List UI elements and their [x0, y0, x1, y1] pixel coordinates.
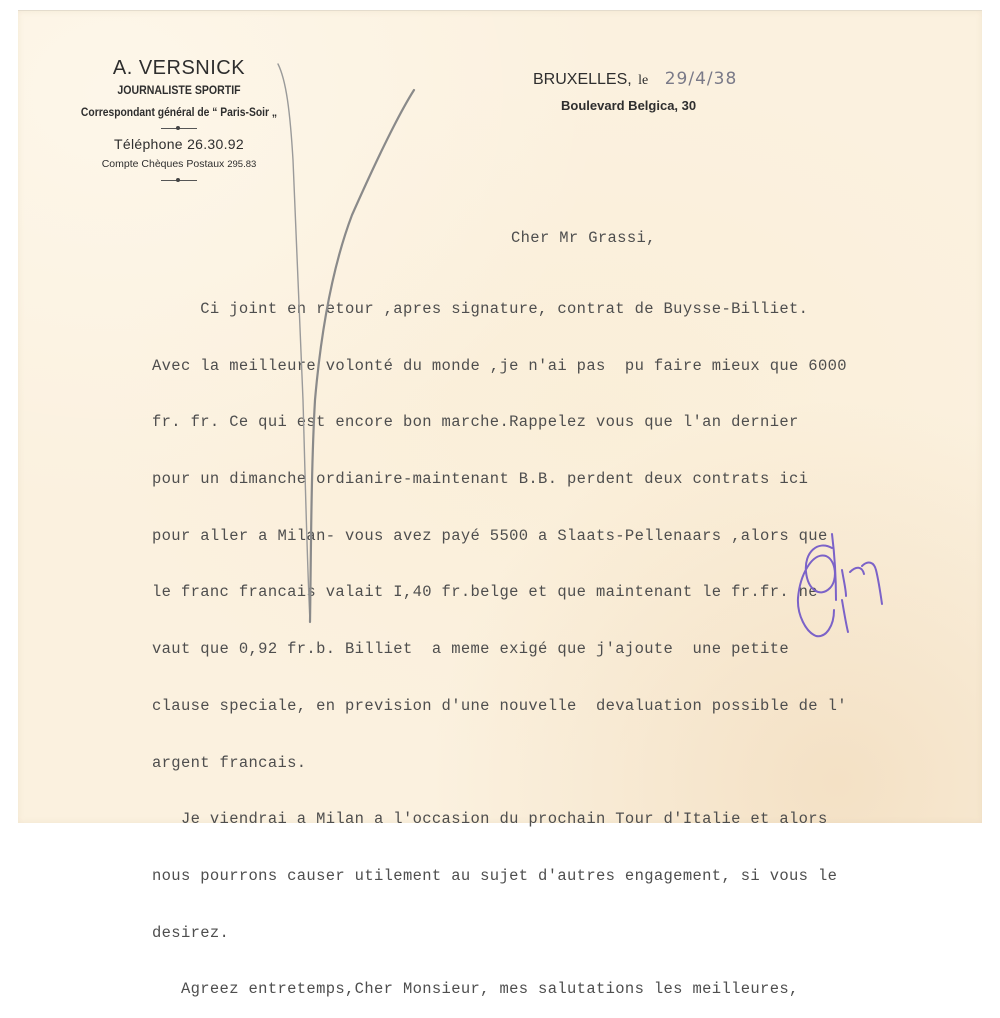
letter-date: 29/4/38 [664, 69, 738, 89]
body-line: pour un dimanche ordianire-maintenant B.B. perdent deux contrats ici [152, 469, 809, 488]
letterhead-right [533, 69, 737, 115]
body-line: Ci joint en retour ,apres signature, contrat de Buysse-Billiet. [152, 299, 809, 318]
sender-account [40, 157, 318, 172]
letter-body [152, 262, 847, 1018]
sender-phone: Téléphone 26.30.92 [114, 136, 244, 152]
divider-ornament [161, 180, 197, 181]
body-line: vaut que 0,92 fr.b. Billiet a meme exigé que j'ajoute une petite [152, 640, 789, 659]
body-line: fr. fr. Ce qui est encore bon marche.Rappelez vous que l'an dernier [152, 413, 799, 432]
account-label: Compte Chèques Postaux [101, 158, 225, 170]
body-line: Agreez entretemps,Cher Monsieur, mes salutations les meilleures, [152, 980, 799, 999]
body-line: nous pourrons causer utilement au sujet d'autres engagement, si vous le [152, 867, 838, 885]
salutation: Cher Mr Grassi, [511, 229, 656, 247]
body-line: desirez. [152, 923, 230, 942]
body-line: Avec la meilleure volonté du monde ,je n'ai pas pu faire mieux que 6000 [152, 356, 847, 375]
sender-address: Boulevard Belgica, 30 [561, 98, 697, 113]
letterhead-left [40, 56, 318, 187]
place-date [533, 69, 737, 91]
sender-correspondent: Correspondant général de “ Paris-Soir „ [80, 105, 278, 119]
body-line: le franc francais valait I,40 fr.belge et que maintenant le fr.fr. ne [152, 583, 818, 602]
sender-title: JOURNALISTE SPORTIF [117, 83, 241, 97]
body-line: clause speciale, en prevision d'une nouvelle devaluation possible de l' [152, 696, 847, 715]
body-line: Je viendrai a Milan a l'occasion du prochain Tour d'Italie et alors [152, 810, 828, 829]
body-line: argent francais. [152, 753, 307, 772]
divider-ornament [161, 128, 197, 129]
city-le: le [638, 73, 649, 88]
body-line: pour aller a Milan- vous avez payé 5500 a Slaats-Pellenaars ,alors que [152, 526, 828, 545]
account-number: 295.83 [227, 159, 257, 170]
sender-name: A. VERSNICK [112, 57, 246, 79]
city: BRUXELLES, [533, 71, 632, 88]
